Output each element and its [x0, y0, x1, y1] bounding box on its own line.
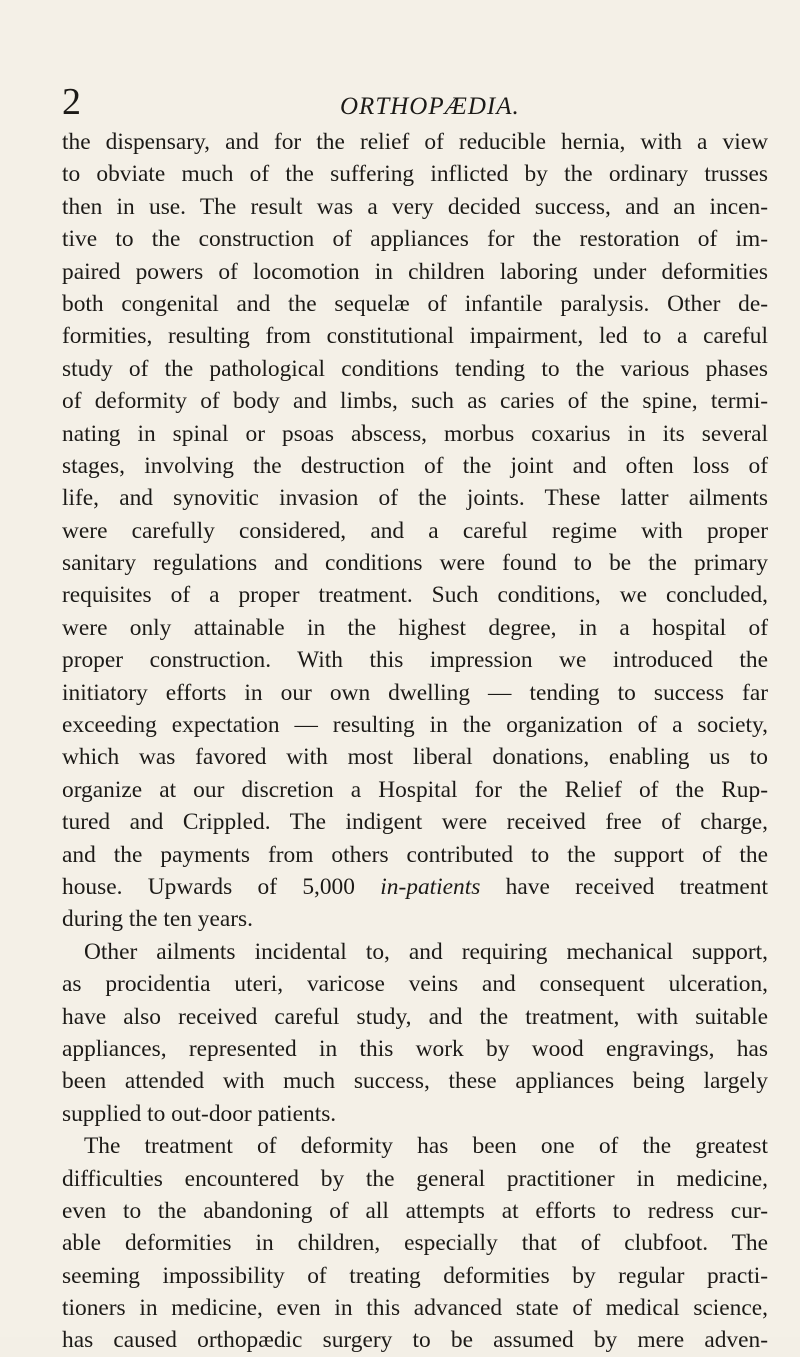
text-line: of deformity of body and limbs, such as caries of the spine, termi- [62, 388, 768, 415]
text-line: and the payments from others contributed to the support of the [62, 841, 768, 868]
body-text [62, 126, 768, 1357]
text-line: as procidentia uteri, varicose veins and consequent ulceration, [62, 971, 768, 998]
text-line: paired powers of locomotion in children laboring under deformities [62, 258, 768, 285]
page-header [0, 80, 800, 130]
text-line: nating in spinal or psoas abscess, morbus coxarius in its several [62, 420, 768, 447]
text-line: The treatment of deformity has been one of the greatest [84, 1133, 768, 1160]
page-number: 2 [62, 81, 81, 123]
text-line: study of the pathological conditions tending to the various phases [62, 355, 768, 382]
text-line: were carefully considered, and a careful regime with proper [62, 517, 768, 544]
text-line: has caused orthopædic surgery to be assumed by mere adven- [62, 1327, 768, 1354]
text-line: been attended with much success, these appliances being largely [62, 1068, 768, 1095]
text-line: both congenital and the sequelæ of infantile paralysis. Other de- [62, 290, 768, 317]
text-line: even to the abandoning of all attempts at efforts to redress cur- [62, 1197, 768, 1224]
text-line: then in use. The result was a very decided success, and an incen- [62, 193, 768, 220]
text-line: proper construction. With this impression we introduced the [62, 647, 768, 674]
text-line: formities, resulting from constitutional impairment, led to a careful [62, 323, 768, 350]
text-line-emphasis [62, 871, 768, 903]
text-line: which was favored with most liberal donations, enabling us to [62, 744, 768, 771]
text-line: organize at our discretion a Hospital for the Relief of the Rup- [62, 776, 768, 803]
text-line: exceeding expectation — resulting in the organization of a society, [62, 712, 768, 739]
text-line: the dispensary, and for the relief of reducible hernia, with a view [62, 129, 768, 155]
in-patients-italic: in-patients [380, 873, 481, 900]
text-line: tured and Crippled. The indigent were received free of charge, [62, 809, 768, 836]
text-line: tive to the construction of appliances for the restoration of im- [62, 226, 768, 253]
text-line: sanitary regulations and conditions were found to be the primary [62, 550, 768, 577]
text-line: life, and synovitic invasion of the joints. These latter ailments [62, 485, 768, 512]
text-line: initiatory efforts in our own dwelling — tending to success far [62, 679, 768, 706]
text-line: seeming impossibility of treating deformities by regular practi- [62, 1262, 768, 1289]
text-line: Other ailments incidental to, and requiring mechanical support, [84, 938, 768, 965]
text-line: stages, involving the destruction of the joint and often loss of [62, 452, 768, 479]
text-line: difficulties encountered by the general practitioner in medicine, [62, 1165, 768, 1192]
text-line: have also received careful study, and the treatment, with suitable [62, 1003, 768, 1030]
text-line: were only attainable in the highest degree, in a hospital of [62, 614, 768, 641]
text-line: supplied to out-door patients. [62, 1100, 337, 1127]
text-line: appliances, represented in this work by wood engravings, has [62, 1035, 768, 1062]
text-fragment: have received treatment [480, 873, 768, 900]
text-line: to obviate much of the suffering inflicted by the ordinary trusses [62, 161, 768, 188]
paragraph-1 [62, 126, 768, 936]
running-head: ORTHOPÆDIA. [340, 93, 520, 120]
paragraph-3 [62, 1130, 768, 1357]
text-line: tioners in medicine, even in this advanced state of medical science, [62, 1295, 768, 1322]
text-line: able deformities in children, especially that of clubfoot. The [62, 1230, 768, 1257]
text-line: during the ten years. [62, 906, 253, 933]
text-fragment: house. Upwards of 5,000 [62, 873, 381, 900]
paragraph-2 [62, 936, 768, 1130]
text-line: requisites of a proper treatment. Such conditions, we concluded, [62, 582, 768, 609]
